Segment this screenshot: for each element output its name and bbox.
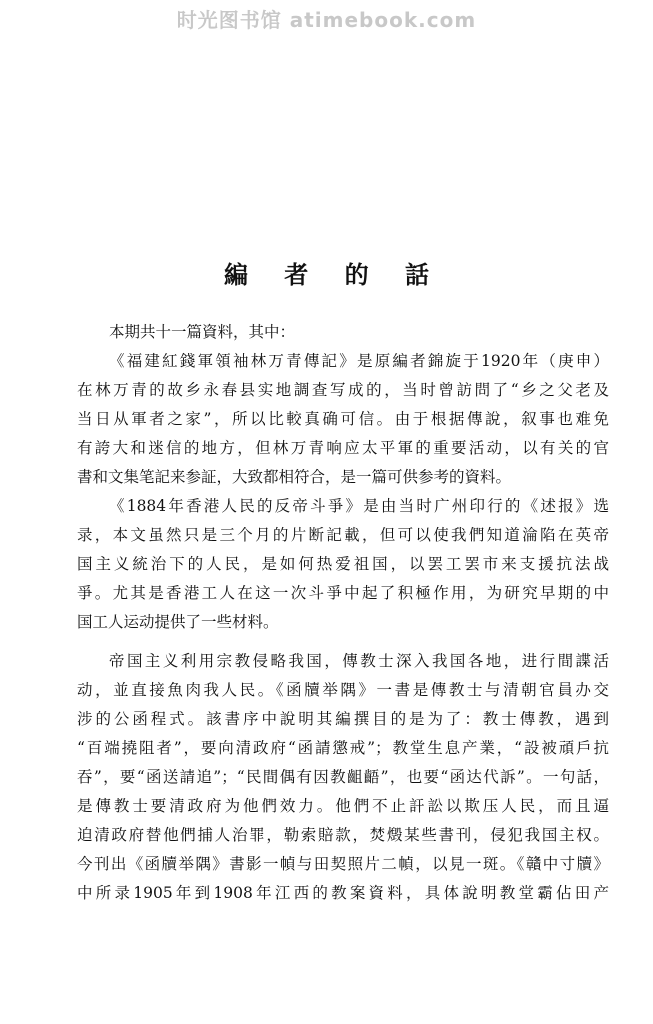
text-line: 書和文集笔記来参証，大致都相符合，是一篇可供参考的資料。	[77, 468, 512, 486]
text-line: 本期共十一篇資料，其中：	[109, 323, 296, 341]
text-line: 国工人运动提供了一些材料。	[77, 613, 279, 631]
text-line: 帝国主义利用宗教侵略我国，傳教士深入我国各地，进行間諜活	[109, 652, 609, 670]
text-line: 中所录1905年到1908年江西的教案資料，具体說明教堂霸佔田产	[77, 884, 609, 902]
text-line: 《福建紅錢軍領袖林万青傳記》是原編者錦旋于1920年（庚申）	[109, 352, 609, 370]
text-line: 当日从軍者之家”，所以比較真确可信。由于根据傳說，叙事也难免	[77, 410, 609, 428]
text-line: 爭。尤其是香港工人在这一次斗爭中起了积極作用，为研究早期的中	[77, 584, 609, 602]
text-line: 是傳教士要清政府为他們效力。他們不止訐訟以欺压人民，而且逼	[77, 797, 609, 815]
text-line: 今刊出《函牘举隅》書影一幀与田契照片二幀，以見一斑。《贛中寸牘》	[77, 855, 609, 873]
text-line: 动，並直接魚肉我人民。《函牘举隅》一書是傳教士与清朝官員办交	[77, 681, 609, 699]
text-line: 国主义統治下的人民，是如何热爱祖国，以罢工罢市来支援抗法战	[77, 555, 609, 573]
text-line: 迫清政府替他們捕人治罪，勒索賠款，焚燬某些書刊，侵犯我国主权。	[77, 826, 609, 844]
paragraph-missionaries	[77, 647, 609, 908]
text-line: 涉的公函程式。該書序中說明其編撰目的是为了：教士傳教，遇到	[77, 710, 609, 728]
text-line: 录，本文虽然只是三个月的片断記載，但可以使我們知道淪陷在英帝	[77, 526, 609, 544]
page-title: 編 者 的 話	[223, 260, 444, 289]
text-line: 吞”，要“函送請追”；“民間偶有因教齟齬”，也要“函达代訴”。一句話，	[77, 768, 609, 786]
text-line: “百端撓阻者”，要向清政府“函請懲戒”；教堂生息产業，“設被頑戶抗	[77, 739, 609, 757]
text-line: 《1884年香港人民的反帝斗爭》是由当时广州印行的《述报》选	[109, 497, 609, 515]
paragraph-hongkong-1884	[77, 492, 609, 637]
watermark: 时光图书馆 atimebook.com	[176, 8, 477, 32]
paragraph-intro	[77, 318, 609, 347]
text-line: 在林万青的故乡永春县实地調查写成的，当时曾訪問了“乡之父老及	[77, 381, 609, 399]
body-text	[77, 318, 609, 908]
paragraph-lin-wanqing	[77, 347, 609, 492]
text-line: 有誇大和迷信的地方，但林万青响应太平軍的重要活动，以有关的官	[77, 439, 609, 457]
